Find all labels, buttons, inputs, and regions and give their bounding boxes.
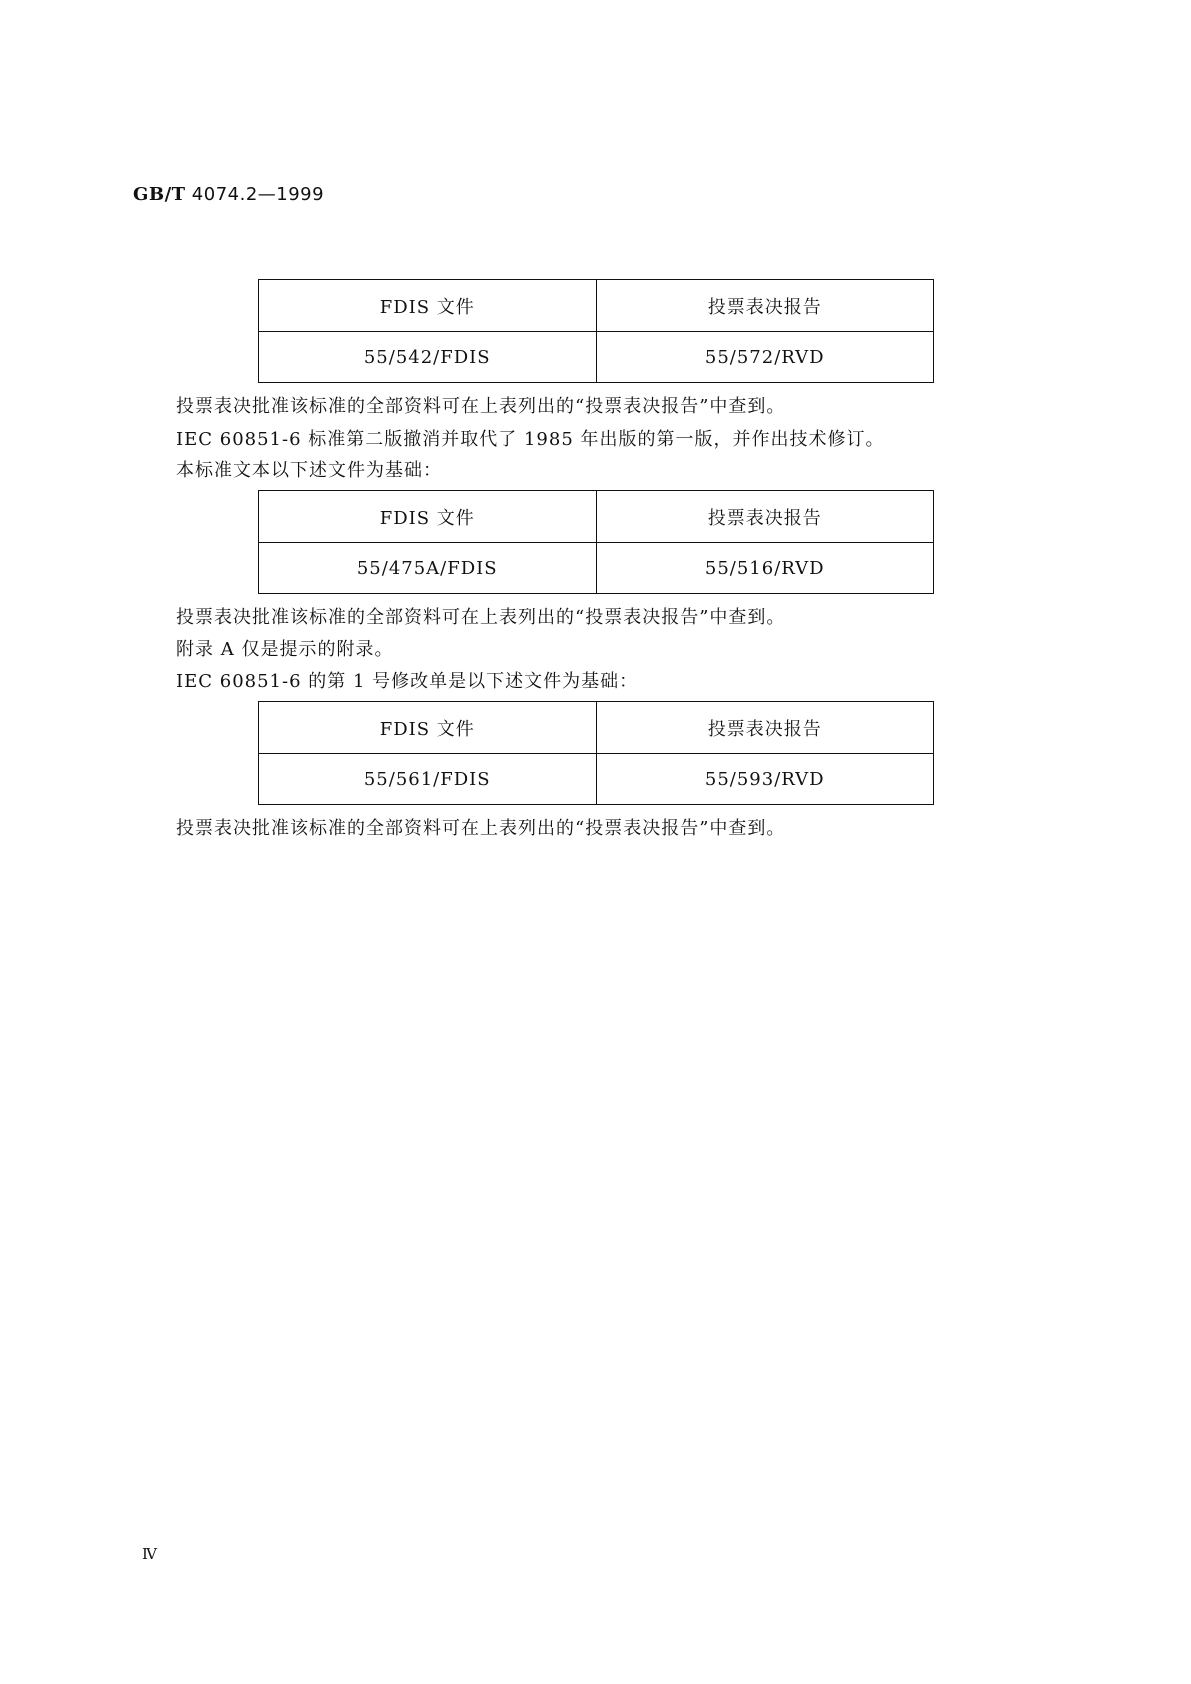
table-header-row — [259, 491, 934, 543]
page-number: Ⅳ — [142, 1545, 157, 1563]
document-table-1 — [258, 279, 934, 383]
paragraph-4: 投票表决批准该标准的全部资料可在上表列出的“投票表决报告”中查到。 — [176, 607, 786, 628]
table-row — [259, 543, 934, 594]
table-row — [259, 754, 934, 805]
header-rvd: 投票表决报告 — [596, 280, 934, 332]
paragraph-6: IEC 60851-6 的第 1 号修改单是以下述文件为基础： — [176, 671, 639, 692]
cell-rvd: 55/572/RVD — [596, 332, 934, 383]
paragraph-3: 本标准文本以下述文件为基础： — [176, 460, 442, 481]
header-rvd: 投票表决报告 — [596, 702, 934, 754]
header-fdis: FDIS 文件 — [259, 280, 597, 332]
header-rvd: 投票表决报告 — [596, 491, 934, 543]
standard-code — [133, 184, 324, 205]
paragraph-1: 投票表决批准该标准的全部资料可在上表列出的“投票表决报告”中查到。 — [176, 396, 786, 417]
header-fdis: FDIS 文件 — [259, 491, 597, 543]
cell-rvd: 55/593/RVD — [596, 754, 934, 805]
cell-fdis: 55/561/FDIS — [259, 754, 597, 805]
paragraph-5: 附录 A 仅是提示的附录。 — [176, 639, 394, 660]
table-header-row — [259, 280, 934, 332]
standard-number: 4074.2—1999 — [191, 184, 325, 205]
cell-fdis: 55/542/FDIS — [259, 332, 597, 383]
document-table-2 — [258, 490, 934, 594]
paragraph-2: IEC 60851-6 标准第二版撤消并取代了 1985 年出版的第一版，并作出技术修订。 — [176, 429, 885, 450]
header-fdis: FDIS 文件 — [259, 702, 597, 754]
paragraph-7: 投票表决批准该标准的全部资料可在上表列出的“投票表决报告”中查到。 — [176, 818, 786, 839]
cell-fdis: 55/475A/FDIS — [259, 543, 597, 594]
table-row — [259, 332, 934, 383]
cell-rvd: 55/516/RVD — [596, 543, 934, 594]
table-header-row — [259, 702, 934, 754]
document-table-3 — [258, 701, 934, 805]
standard-prefix: GB/T — [133, 184, 186, 205]
